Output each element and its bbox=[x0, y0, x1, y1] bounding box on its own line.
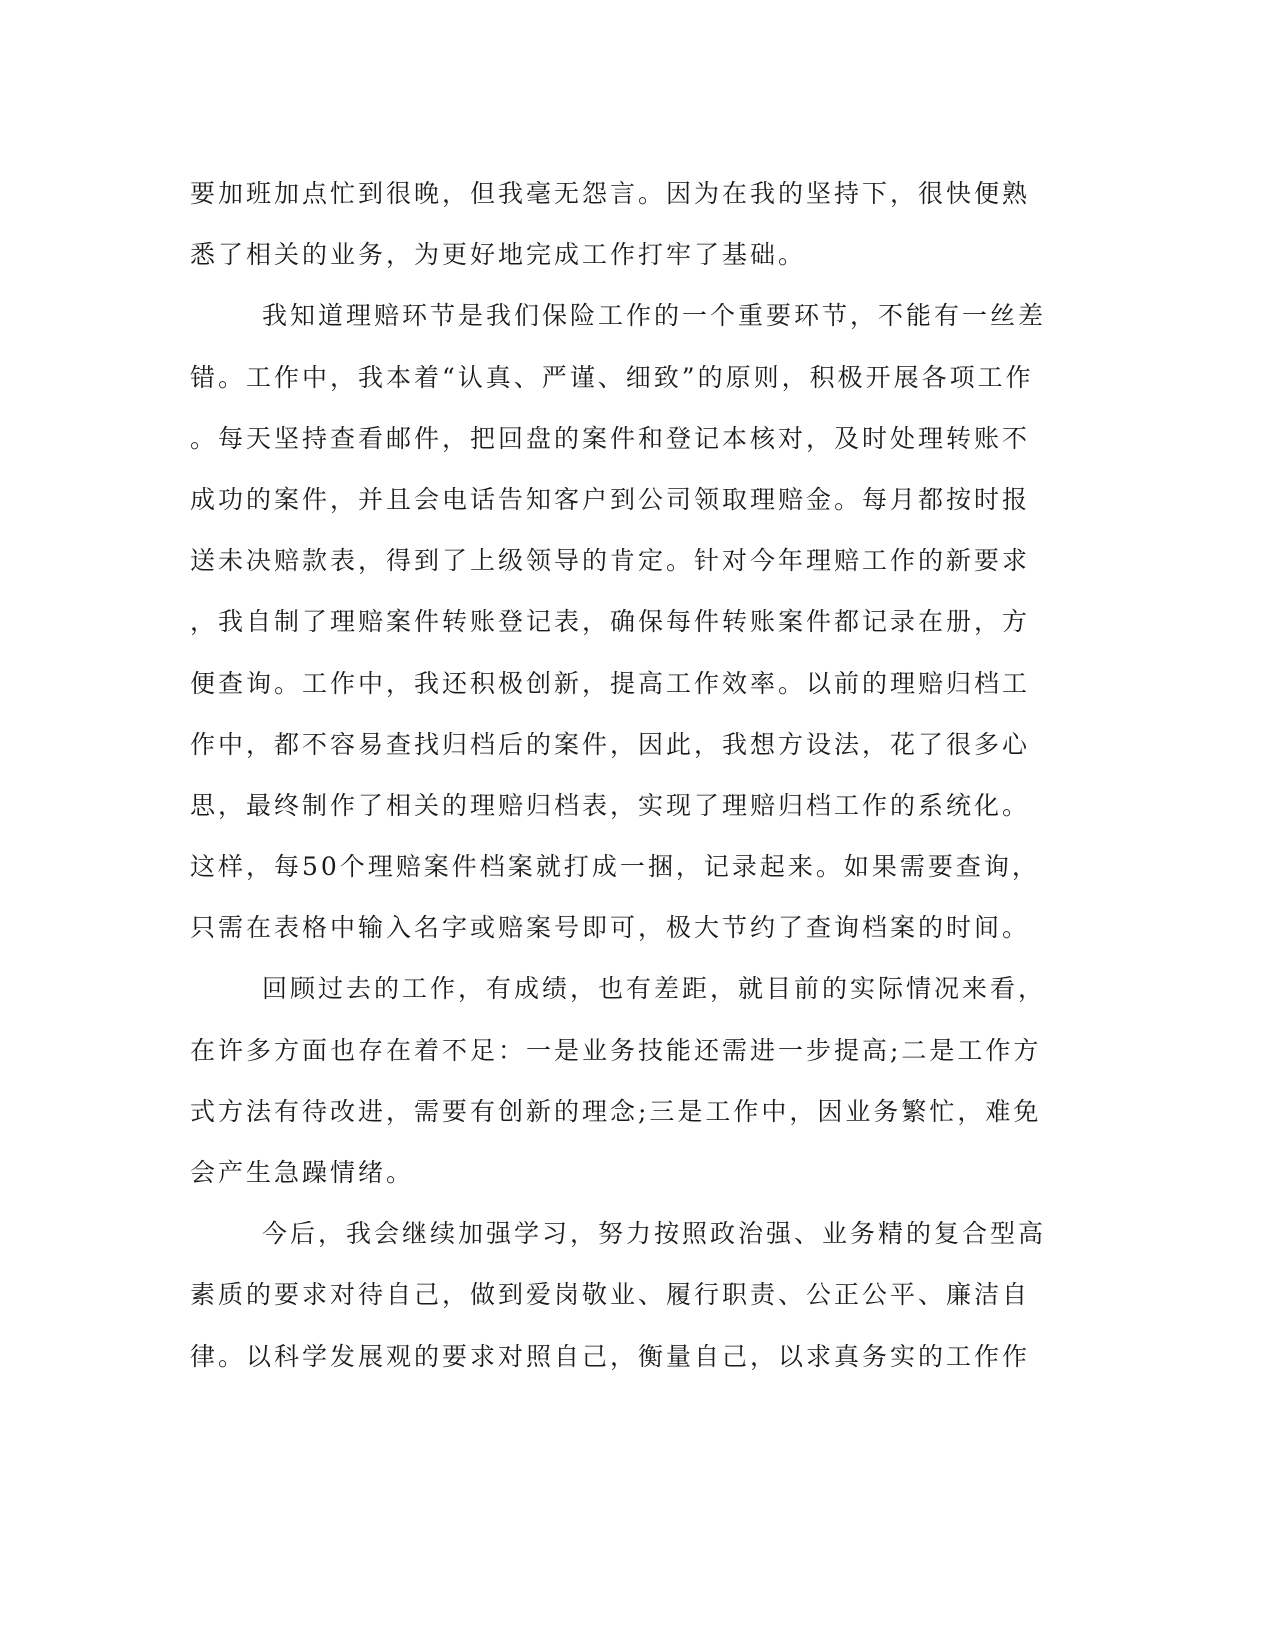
text-line: 这样，每50个理赔案件档案就打成一捆，记录起来。如果需要查询， bbox=[190, 852, 1040, 882]
text-line: 要加班加点忙到很晚，但我毫无怨言。因为在我的坚持下，很快便熟 bbox=[190, 179, 1031, 208]
text-line: ，我自制了理赔案件转账登记表，确保每件转账案件都记录在册，方 bbox=[190, 607, 1031, 637]
text-line: 错。工作中，我本着“认真、严谨、细致”的原则，积极开展各项工作 bbox=[190, 362, 1034, 392]
text-line: 只需在表格中输入名字或赔案号即可，极大节约了查询档案的时间。 bbox=[190, 913, 1031, 943]
paragraph-start-line: 今后，我会继续加强学习，努力按照政治强、业务精的复合型高 bbox=[262, 1219, 1047, 1249]
text-line: 在许多方面也存在着不足：一是业务技能还需进一步提高;二是工作方 bbox=[190, 1035, 1042, 1065]
paragraph-start-line: 我知道理赔环节是我们保险工作的一个重要环节，不能有一丝差 bbox=[262, 301, 1047, 331]
text-line: 便查询。工作中，我还积极创新，提高工作效率。以前的理赔归档工 bbox=[190, 668, 1031, 698]
text-line: 悉了相关的业务，为更好地完成工作打牢了基础。 bbox=[190, 240, 807, 270]
text-line: 式方法有待改进，需要有创新的理念;三是工作中，因业务繁忙，难免 bbox=[190, 1096, 1042, 1126]
text-line: 律。以科学发展观的要求对照自己，衡量自己，以求真务实的工作作 bbox=[190, 1341, 1031, 1371]
text-line: 成功的案件，并且会电话告知客户到公司领取理赔金。每月都按时报 bbox=[190, 484, 1031, 514]
text-line: 会产生急躁情绪。 bbox=[190, 1158, 415, 1187]
paragraph-start-line: 回顾过去的工作，有成绩，也有差距，就目前的实际情况来看， bbox=[262, 974, 1047, 1004]
text-line: 作中，都不容易查找归档后的案件，因此，我想方设法，花了很多心 bbox=[190, 729, 1031, 759]
text-line: 送未决赔款表，得到了上级领导的肯定。针对今年理赔工作的新要求 bbox=[190, 546, 1031, 576]
body-text bbox=[190, 163, 1080, 1387]
text-line: 思，最终制作了相关的理赔归档表，实现了理赔归档工作的系统化。 bbox=[190, 790, 1031, 820]
text-line: 。每天坚持查看邮件，把回盘的案件和登记本核对，及时处理转账不 bbox=[190, 423, 1031, 453]
text-line: 素质的要求对待自己，做到爱岗敬业、履行职责、公正公平、廉洁自 bbox=[190, 1280, 1031, 1310]
